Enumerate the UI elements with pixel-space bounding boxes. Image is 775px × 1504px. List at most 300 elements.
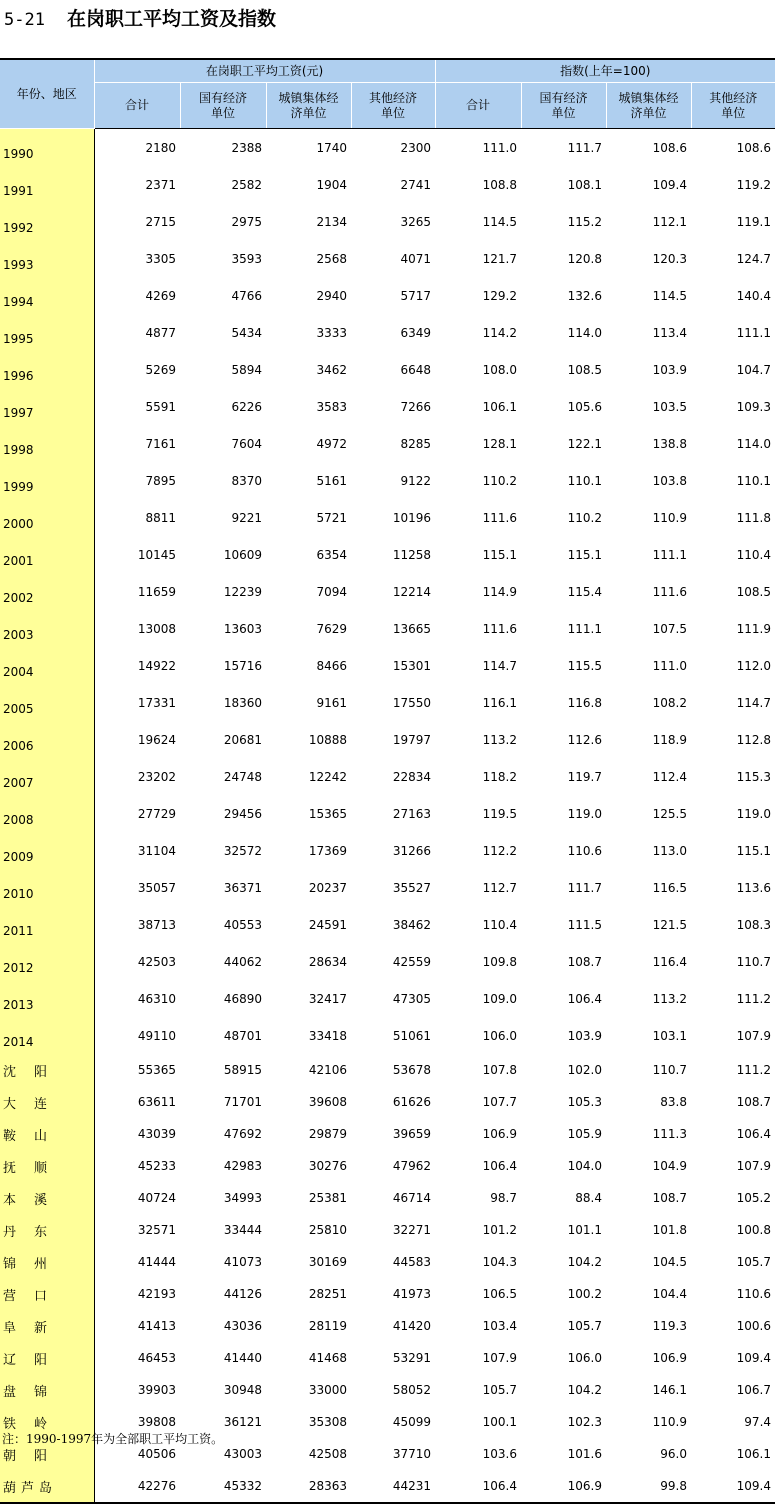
table-cell: 114.7 (482, 658, 517, 673)
table-cell: 111.1 (567, 621, 602, 636)
table-cell: 106.4 (736, 1127, 772, 1141)
table-cell: 51061 (392, 1028, 431, 1043)
table-cell: 5721 (316, 510, 347, 525)
region-label: 大连 (0, 1086, 94, 1118)
table-cell: 3305 (145, 251, 176, 266)
table-cell: 41413 (137, 1319, 176, 1333)
table-cell: 107.9 (482, 1351, 517, 1365)
region-label: 营口 (0, 1278, 94, 1310)
table-cell: 1740 (316, 140, 347, 155)
table-cell: 31104 (137, 843, 176, 858)
table-cell: 119.5 (482, 806, 517, 821)
table-cell: 53678 (392, 1063, 431, 1077)
region-label: 本溪 (0, 1182, 94, 1214)
table-cell: 45099 (392, 1415, 431, 1429)
table-cell: 111.8 (736, 510, 772, 525)
region-label: 铁岭 (0, 1406, 94, 1438)
table-cell: 97.4 (744, 1415, 772, 1429)
table-row (0, 129, 775, 167)
table-cell: 106.4 (482, 1159, 517, 1173)
table-number: 5-21 (4, 10, 45, 30)
table-cell: 39608 (308, 1095, 347, 1109)
year-label: 1990 (0, 129, 94, 167)
table-cell: 109.8 (482, 954, 517, 969)
table-cell: 28251 (308, 1287, 347, 1301)
wage-total-header: 合计 (94, 83, 180, 129)
table-cell: 112.4 (652, 769, 687, 784)
wage-other-header (351, 83, 435, 129)
table-row (0, 1118, 775, 1150)
table-cell: 2134 (316, 214, 347, 229)
table-cell: 108.1 (567, 177, 602, 192)
table-cell: 17331 (137, 695, 176, 710)
table-cell: 107.9 (736, 1028, 772, 1043)
table-cell: 9122 (400, 473, 431, 488)
table-cell: 28119 (308, 1319, 347, 1333)
table-cell: 24748 (223, 769, 262, 784)
table-cell: 103.9 (567, 1028, 602, 1043)
table-cell: 48701 (223, 1028, 262, 1043)
table-cell: 106.4 (435, 1470, 521, 1503)
table-cell: 19624 (137, 732, 176, 747)
year-label: 2010 (0, 869, 94, 906)
table-cell: 25381 (308, 1191, 347, 1205)
table-cell: 5161 (316, 473, 347, 488)
table-cell: 113.0 (652, 843, 687, 858)
table-row (0, 240, 775, 277)
table-cell: 5894 (231, 362, 262, 377)
table-cell: 6349 (400, 325, 431, 340)
region-label: 丹东 (0, 1214, 94, 1246)
table-cell: 100.1 (482, 1415, 517, 1429)
year-label: 1997 (0, 388, 94, 425)
table-cell: 114.9 (482, 584, 517, 599)
table-cell: 114.5 (482, 214, 517, 229)
table-cell: 35527 (392, 880, 431, 895)
table-cell: 107.9 (736, 1159, 772, 1173)
table-cell: 3462 (316, 362, 347, 377)
table-cell: 111.7 (567, 880, 602, 895)
region-label: 葫芦岛 (0, 1470, 94, 1503)
table-cell: 104.2 (567, 1255, 602, 1269)
table-cell: 40506 (137, 1447, 176, 1461)
wage-state-owned-header (180, 83, 266, 129)
table-cell: 115.2 (567, 214, 602, 229)
index-group-header: 指数(上年=100) (435, 59, 775, 83)
table-row (0, 1214, 775, 1246)
table-cell: 17369 (308, 843, 347, 858)
wage-collective-header (266, 83, 351, 129)
table-cell: 119.0 (736, 806, 772, 821)
table-cell: 2300 (400, 140, 431, 155)
table-row (0, 721, 775, 758)
table-cell: 112.8 (736, 732, 772, 747)
table-cell: 111.6 (482, 621, 517, 636)
table-cell: 108.5 (736, 584, 772, 599)
table-cell: 105.7 (736, 1255, 772, 1269)
page-title (4, 6, 276, 32)
table-cell: 8370 (231, 473, 262, 488)
table-cell: 44231 (351, 1470, 435, 1503)
table-cell: 29456 (223, 806, 262, 821)
region-label: 抚顺 (0, 1150, 94, 1182)
table-cell: 110.1 (567, 473, 602, 488)
table-row (0, 388, 775, 425)
table-row (0, 1017, 775, 1054)
year-label: 2005 (0, 684, 94, 721)
table-cell: 115.1 (567, 547, 602, 562)
table-cell: 110.9 (652, 1415, 687, 1429)
table-cell: 27729 (137, 806, 176, 821)
table-cell: 114.5 (652, 288, 687, 303)
table-cell: 44126 (223, 1287, 262, 1301)
table-cell: 71701 (223, 1095, 262, 1109)
table-cell: 32572 (223, 843, 262, 858)
table-row (0, 795, 775, 832)
table-row (0, 203, 775, 240)
year-label: 2013 (0, 980, 94, 1017)
table-cell: 111.2 (736, 991, 772, 1006)
table-cell: 105.9 (567, 1127, 602, 1141)
table-body (0, 129, 775, 1504)
table-cell: 7895 (145, 473, 176, 488)
table-row (0, 1086, 775, 1118)
table-cell: 110.4 (482, 917, 517, 932)
table-cell: 111.1 (736, 325, 772, 340)
table-cell: 128.1 (482, 436, 517, 451)
table-cell: 108.7 (567, 954, 602, 969)
table-cell: 6648 (400, 362, 431, 377)
table-cell: 104.4 (652, 1287, 687, 1301)
year-label: 1999 (0, 462, 94, 499)
table-cell: 106.9 (521, 1470, 606, 1503)
table-cell: 30169 (308, 1255, 347, 1269)
table-cell: 24591 (308, 917, 347, 932)
table-cell: 113.6 (736, 880, 772, 895)
table-cell: 42983 (223, 1159, 262, 1173)
table-row (0, 943, 775, 980)
table-cell: 106.5 (482, 1287, 517, 1301)
year-region-header: 年份、地区 (0, 59, 94, 129)
table-cell: 8285 (400, 436, 431, 451)
table-cell: 112.0 (736, 658, 772, 673)
table-cell: 109.4 (736, 1351, 772, 1365)
table-cell: 2180 (145, 140, 176, 155)
table-cell: 12214 (392, 584, 431, 599)
table-cell: 5434 (231, 325, 262, 340)
table-cell: 10145 (137, 547, 176, 562)
table-cell: 2940 (316, 288, 347, 303)
table-cell: 41468 (308, 1351, 347, 1365)
table-cell: 100.2 (567, 1287, 602, 1301)
table-row (0, 1182, 775, 1214)
table-cell: 108.8 (482, 177, 517, 192)
table-cell: 114.7 (736, 695, 772, 710)
table-cell: 6226 (231, 399, 262, 414)
table-cell: 109.4 (691, 1470, 775, 1503)
table-cell: 110.6 (736, 1287, 772, 1301)
table-cell: 23202 (137, 769, 176, 784)
table-cell: 41440 (223, 1351, 262, 1365)
year-label: 2011 (0, 906, 94, 943)
table-cell: 30948 (223, 1383, 262, 1397)
table-cell: 102.3 (567, 1415, 602, 1429)
table-cell: 110.7 (652, 1063, 687, 1077)
table-cell: 55365 (137, 1063, 176, 1077)
table-cell: 28363 (266, 1470, 351, 1503)
region-label: 鞍山 (0, 1118, 94, 1150)
table-cell: 45233 (137, 1159, 176, 1173)
table-cell: 7094 (316, 584, 347, 599)
table-row (0, 758, 775, 795)
table-row (0, 980, 775, 1017)
table-title: 在岗职工平均工资及指数 (66, 8, 276, 30)
table-cell: 111.5 (567, 917, 602, 932)
table-cell: 106.0 (567, 1351, 602, 1365)
table-cell: 32571 (137, 1223, 176, 1237)
table-cell: 42559 (392, 954, 431, 969)
table-cell: 121.7 (482, 251, 517, 266)
table-cell: 4766 (231, 288, 262, 303)
table-row (0, 166, 775, 203)
table-cell: 4972 (316, 436, 347, 451)
table-cell: 42508 (308, 1447, 347, 1461)
table-cell: 29879 (308, 1127, 347, 1141)
table-cell: 49110 (137, 1028, 176, 1043)
table-row (0, 573, 775, 610)
table-cell: 41973 (392, 1287, 431, 1301)
table-cell: 46310 (137, 991, 176, 1006)
table-cell: 103.8 (652, 473, 687, 488)
table-cell: 9161 (316, 695, 347, 710)
table-cell: 2715 (145, 214, 176, 229)
table-cell: 19797 (392, 732, 431, 747)
table-cell: 15365 (308, 806, 347, 821)
table-cell: 101.8 (652, 1223, 687, 1237)
table-cell: 10888 (308, 732, 347, 747)
table-cell: 7629 (316, 621, 347, 636)
table-cell: 4071 (400, 251, 431, 266)
year-label: 2009 (0, 832, 94, 869)
table-cell: 108.6 (736, 140, 772, 155)
table-cell: 15301 (392, 658, 431, 673)
table-cell: 36121 (223, 1415, 262, 1429)
table-cell: 110.2 (567, 510, 602, 525)
table-cell: 33418 (308, 1028, 347, 1043)
table-cell: 43039 (137, 1127, 176, 1141)
table-cell: 110.2 (482, 473, 517, 488)
table-cell: 103.4 (482, 1319, 517, 1333)
year-label: 1996 (0, 351, 94, 388)
year-label: 1998 (0, 425, 94, 462)
table-cell: 33000 (308, 1383, 347, 1397)
table-cell: 109.3 (736, 399, 772, 414)
table-cell: 106.7 (736, 1383, 772, 1397)
table-cell: 103.1 (652, 1028, 687, 1043)
region-label: 阜新 (0, 1310, 94, 1342)
table-row (0, 1374, 775, 1406)
table-row (0, 1054, 775, 1086)
region-label: 盘锦 (0, 1374, 94, 1406)
table-cell: 43036 (223, 1319, 262, 1333)
table-cell: 108.6 (652, 140, 687, 155)
table-cell: 40724 (137, 1191, 176, 1205)
table-row (0, 462, 775, 499)
table-cell: 115.5 (567, 658, 602, 673)
table-cell: 119.2 (736, 177, 772, 192)
table-cell: 111.6 (652, 584, 687, 599)
table-cell: 12242 (308, 769, 347, 784)
table-cell: 6354 (316, 547, 347, 562)
table-cell: 4269 (145, 288, 176, 303)
table-row (0, 499, 775, 536)
table-cell: 105.7 (567, 1319, 602, 1333)
index-other-header (691, 83, 775, 129)
table-cell: 110.4 (736, 547, 772, 562)
table-cell: 107.8 (482, 1063, 517, 1077)
table-cell: 106.9 (482, 1127, 517, 1141)
table-cell: 31266 (392, 843, 431, 858)
table-cell: 39808 (137, 1415, 176, 1429)
table-cell: 111.0 (482, 140, 517, 155)
table-row (0, 684, 775, 721)
table-cell: 106.4 (567, 991, 602, 1006)
year-label: 2006 (0, 721, 94, 758)
table-cell: 138.8 (652, 436, 687, 451)
table-cell: 47305 (392, 991, 431, 1006)
table-cell: 11258 (392, 547, 431, 562)
table-cell: 111.3 (652, 1127, 687, 1141)
table-cell: 47962 (392, 1159, 431, 1173)
table-cell: 122.1 (567, 436, 602, 451)
table-cell: 105.7 (482, 1383, 517, 1397)
index-state-owned-header (521, 83, 606, 129)
table-cell: 2568 (316, 251, 347, 266)
table-cell: 104.5 (652, 1255, 687, 1269)
table-cell: 34993 (223, 1191, 262, 1205)
table-cell: 113.2 (482, 732, 517, 747)
table-row (0, 906, 775, 943)
table-cell: 1904 (316, 177, 347, 192)
table-cell: 20237 (308, 880, 347, 895)
table-cell: 38462 (392, 917, 431, 932)
table-cell: 3333 (316, 325, 347, 340)
table-row (0, 1470, 775, 1503)
table-cell: 28634 (308, 954, 347, 969)
table-cell: 108.7 (652, 1191, 687, 1205)
year-label: 2000 (0, 499, 94, 536)
table-cell: 58052 (392, 1383, 431, 1397)
table-cell: 43003 (223, 1447, 262, 1461)
year-label: 1994 (0, 277, 94, 314)
table-cell: 115.1 (736, 843, 772, 858)
table-cell: 112.1 (652, 214, 687, 229)
table-cell: 114.2 (482, 325, 517, 340)
table-cell: 45332 (180, 1470, 266, 1503)
table-cell: 105.3 (567, 1095, 602, 1109)
table-cell: 61626 (392, 1095, 431, 1109)
table-cell: 104.2 (567, 1383, 602, 1397)
table-cell: 42193 (137, 1287, 176, 1301)
year-label: 2003 (0, 610, 94, 647)
table-row (0, 536, 775, 573)
table-cell: 112.2 (482, 843, 517, 858)
table-cell: 115.4 (567, 584, 602, 599)
table-cell: 112.7 (482, 880, 517, 895)
table-cell: 36371 (223, 880, 262, 895)
year-label: 1991 (0, 166, 94, 203)
year-label: 2014 (0, 1017, 94, 1054)
table-cell: 3583 (316, 399, 347, 414)
table-cell: 108.5 (567, 362, 602, 377)
table-cell: 114.0 (736, 436, 772, 451)
table-cell: 12239 (223, 584, 262, 599)
table-cell: 116.1 (482, 695, 517, 710)
table-cell: 41444 (137, 1255, 176, 1269)
table-cell: 10609 (223, 547, 262, 562)
year-label: 2012 (0, 943, 94, 980)
table-cell: 13603 (223, 621, 262, 636)
year-label: 2008 (0, 795, 94, 832)
table-cell: 39903 (137, 1383, 176, 1397)
table-cell: 5269 (145, 362, 176, 377)
table-cell: 41073 (223, 1255, 262, 1269)
table-cell: 102.0 (567, 1063, 602, 1077)
table-cell: 100.8 (736, 1223, 772, 1237)
year-label: 2004 (0, 647, 94, 684)
table-cell: 108.3 (736, 917, 772, 932)
table-row (0, 832, 775, 869)
table-cell: 107.5 (652, 621, 687, 636)
table-cell: 46453 (137, 1351, 176, 1365)
table-row (0, 869, 775, 906)
table-cell: 22834 (392, 769, 431, 784)
table-cell: 106.1 (482, 399, 517, 414)
table-cell: 40553 (223, 917, 262, 932)
table-cell: 42106 (308, 1063, 347, 1077)
table-cell: 119.1 (736, 214, 772, 229)
table-cell: 110.9 (652, 510, 687, 525)
wage-state-owned-header-text: 国有经济单位 (199, 90, 248, 120)
table-cell: 103.9 (652, 362, 687, 377)
table-cell: 38713 (137, 917, 176, 932)
table-cell: 10196 (392, 510, 431, 525)
region-label: 沈阳 (0, 1054, 94, 1086)
table-cell: 116.4 (652, 954, 687, 969)
table-cell: 111.0 (652, 658, 687, 673)
table-cell: 5591 (145, 399, 176, 414)
table-cell: 32271 (392, 1223, 431, 1237)
table-cell: 39659 (392, 1127, 431, 1141)
footnote: 注：1990-1997年为全部职工平均工资。 (2, 1432, 224, 1446)
table-cell: 108.2 (652, 695, 687, 710)
table-cell: 118.2 (482, 769, 517, 784)
table-cell: 103.6 (482, 1447, 517, 1461)
table-cell: 15716 (223, 658, 262, 673)
table-cell: 8466 (316, 658, 347, 673)
table-cell: 25810 (308, 1223, 347, 1237)
table-cell: 101.2 (482, 1223, 517, 1237)
table-cell: 44062 (223, 954, 262, 969)
table-row (0, 1310, 775, 1342)
table-cell: 119.0 (567, 806, 602, 821)
table-cell: 104.3 (482, 1255, 517, 1269)
wage-collective-header-text: 城镇集体经济单位 (278, 90, 339, 120)
region-label: 辽阳 (0, 1342, 94, 1374)
table-cell: 96.0 (660, 1447, 687, 1461)
table-cell: 41420 (392, 1319, 431, 1333)
table-cell: 129.2 (482, 288, 517, 303)
